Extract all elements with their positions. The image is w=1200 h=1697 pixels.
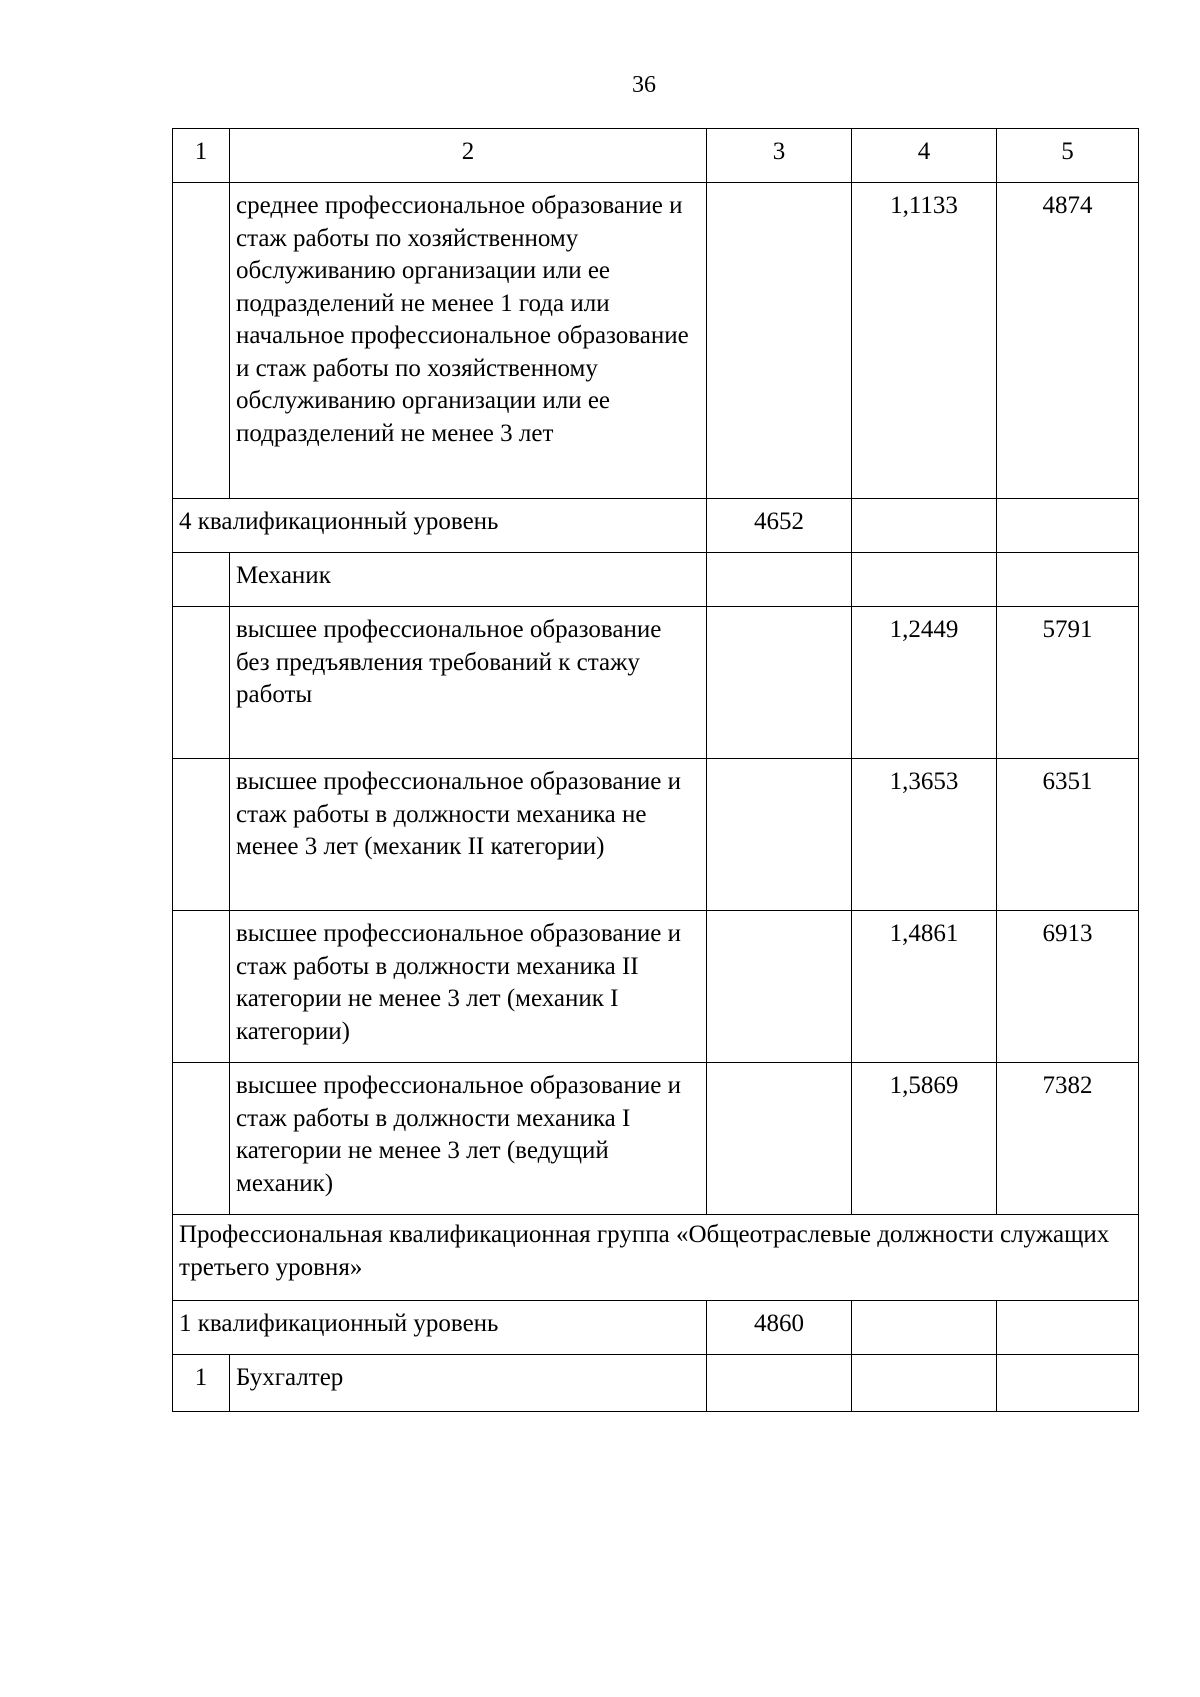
qualification-level-title: 1 квалификационный уровень [173,1301,707,1355]
row-base-salary [707,1063,852,1215]
row-number [173,759,230,911]
row-coefficient: 1,2449 [852,607,997,759]
table-row [173,553,1139,607]
row-base-salary [707,759,852,911]
row-base-salary [707,607,852,759]
row-number [173,911,230,1063]
row-number [173,607,230,759]
row-description: среднее профессиональное образование и стаж работы по хозяйственному обслуживанию организации или ее подразделений не менее 1 года или начальное профессиональное образование и стаж работы по хозяйственному обслуживанию организации или ее подразделений не менее 3 лет [230,183,707,499]
page-number: 36 [632,72,656,98]
row-number [173,553,230,607]
table-row [173,911,1139,1063]
row-coefficient [852,553,997,607]
row-description: высшее профессиональное образование без предъявления требований к стажу работы [230,607,707,759]
row-description: высшее профессиональное образование и стаж работы в должности механика I категории не менее 3 лет (ведущий механик) [230,1063,707,1215]
qualification-group-title: Профессиональная квалификационная группа «Общеотраслевые должности служащих третьего уровня» [173,1215,1139,1301]
position-title: Механик [230,553,707,607]
qualification-level-row [173,499,1139,553]
row-amount: 4874 [997,183,1139,499]
table-row [173,1355,1139,1412]
row-coefficient: 1,1133 [852,183,997,499]
row-coefficient [852,499,997,553]
tariff-table [172,128,1139,1412]
row-base-salary [707,911,852,1063]
row-base-salary: 4652 [707,499,852,553]
row-number: 1 [173,1355,230,1412]
row-amount [997,499,1139,553]
row-amount: 6913 [997,911,1139,1063]
row-coefficient: 1,4861 [852,911,997,1063]
row-number [173,183,230,499]
row-number [173,1063,230,1215]
row-amount: 6351 [997,759,1139,911]
position-title: Бухгалтер [230,1355,707,1412]
qualification-group-row [173,1215,1139,1301]
row-base-salary [707,553,852,607]
row-base-salary: 4860 [707,1301,852,1355]
row-description: высшее профессиональное образование и стаж работы в должности механика II категории не менее 3 лет (механик I категории) [230,911,707,1063]
row-amount [997,553,1139,607]
header-cell: 3 [707,129,852,183]
qualification-level-row [173,1301,1139,1355]
row-amount [997,1355,1139,1412]
row-amount: 7382 [997,1063,1139,1215]
table-row [173,183,1139,499]
table-row [173,1063,1139,1215]
row-base-salary [707,1355,852,1412]
table-row [173,607,1139,759]
table-row [173,759,1139,911]
row-description: высшее профессиональное образование и стаж работы в должности механика не менее 3 лет (механик II категории) [230,759,707,911]
header-cell: 4 [852,129,997,183]
qualification-level-title: 4 квалификационный уровень [173,499,707,553]
row-amount: 5791 [997,607,1139,759]
header-cell: 5 [997,129,1139,183]
row-coefficient [852,1301,997,1355]
header-cell: 1 [173,129,230,183]
row-coefficient: 1,5869 [852,1063,997,1215]
row-base-salary [707,183,852,499]
header-cell: 2 [230,129,707,183]
table-header-row [173,129,1139,183]
row-coefficient [852,1355,997,1412]
row-coefficient: 1,3653 [852,759,997,911]
row-amount [997,1301,1139,1355]
